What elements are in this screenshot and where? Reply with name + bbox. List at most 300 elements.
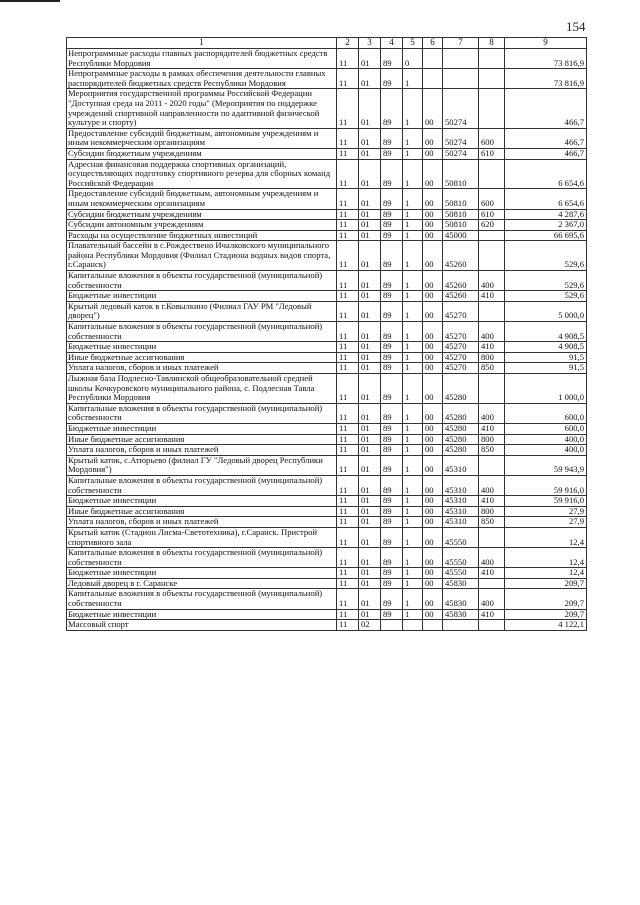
row-code-8: 410 bbox=[479, 423, 505, 434]
row-code-5: 1 bbox=[403, 496, 423, 507]
row-code-5: 1 bbox=[403, 291, 423, 302]
row-code-4: 89 bbox=[381, 445, 403, 456]
row-code-2: 11 bbox=[337, 403, 359, 423]
table-row bbox=[67, 209, 587, 220]
row-code-3: 01 bbox=[359, 589, 381, 609]
row-name: Крытый каток (Стадион Лисма-Светотехника), г.Саранск. Пристрой спортивного зала bbox=[67, 527, 337, 547]
row-code-6: 00 bbox=[423, 322, 443, 342]
row-code-4: 89 bbox=[381, 69, 403, 89]
row-code-4: 89 bbox=[381, 352, 403, 363]
row-code-4: 89 bbox=[381, 189, 403, 209]
row-code-2: 11 bbox=[337, 620, 359, 631]
row-code-6: 00 bbox=[423, 434, 443, 445]
row-name: Предоставление субсидий бюджетным, автономным учреждениям и иным некоммерческим организациям bbox=[67, 128, 337, 148]
table-row bbox=[67, 230, 587, 241]
row-code-8: 410 bbox=[479, 342, 505, 353]
row-amount: 4 908,5 bbox=[505, 322, 587, 342]
row-code-4: 89 bbox=[381, 241, 403, 271]
row-code-3: 01 bbox=[359, 363, 381, 374]
row-code-5: 1 bbox=[403, 148, 423, 159]
row-code-6: 00 bbox=[423, 220, 443, 231]
row-code-8: 800 bbox=[479, 352, 505, 363]
table-row bbox=[67, 363, 587, 374]
row-code-8: 850 bbox=[479, 517, 505, 528]
row-name: Капитальные вложения в объекты государственной (муниципальной) собственности bbox=[67, 271, 337, 291]
row-code-6: 00 bbox=[423, 527, 443, 547]
row-amount: 209,7 bbox=[505, 589, 587, 609]
row-code-7: 50810 bbox=[443, 159, 479, 189]
row-code-7: 45260 bbox=[443, 271, 479, 291]
row-name: Бюджетные инвестиции bbox=[67, 609, 337, 620]
table-row bbox=[67, 496, 587, 507]
row-name: Капитальные вложения в объекты государственной (муниципальной) собственности bbox=[67, 589, 337, 609]
row-code-5: 0 bbox=[403, 49, 423, 69]
row-code-4: 89 bbox=[381, 589, 403, 609]
row-code-7: 45280 bbox=[443, 423, 479, 434]
row-code-2: 11 bbox=[337, 189, 359, 209]
row-code-4: 89 bbox=[381, 496, 403, 507]
row-code-5: 1 bbox=[403, 220, 423, 231]
row-code-5: 1 bbox=[403, 423, 423, 434]
row-code-7: 45280 bbox=[443, 403, 479, 423]
row-code-6: 00 bbox=[423, 352, 443, 363]
row-amount: 2 367,0 bbox=[505, 220, 587, 231]
row-code-7 bbox=[443, 620, 479, 631]
table-row bbox=[67, 423, 587, 434]
row-code-3: 01 bbox=[359, 434, 381, 445]
table-row bbox=[67, 148, 587, 159]
row-code-5: 1 bbox=[403, 475, 423, 495]
row-code-2: 11 bbox=[337, 374, 359, 404]
row-code-6: 00 bbox=[423, 403, 443, 423]
row-code-8: 400 bbox=[479, 322, 505, 342]
row-code-6: 00 bbox=[423, 159, 443, 189]
row-code-4: 89 bbox=[381, 148, 403, 159]
row-name: Массовый спорт bbox=[67, 620, 337, 631]
row-code-6: 00 bbox=[423, 609, 443, 620]
row-code-2: 11 bbox=[337, 548, 359, 568]
row-code-8: 400 bbox=[479, 548, 505, 568]
row-amount: 12,4 bbox=[505, 527, 587, 547]
table-row bbox=[67, 527, 587, 547]
table-row bbox=[67, 548, 587, 568]
top-rule bbox=[0, 0, 60, 2]
table-row bbox=[67, 291, 587, 302]
row-code-8: 850 bbox=[479, 445, 505, 456]
column-header: 4 bbox=[381, 38, 403, 49]
row-code-4: 89 bbox=[381, 527, 403, 547]
row-code-3: 01 bbox=[359, 220, 381, 231]
row-amount: 73 816,9 bbox=[505, 49, 587, 69]
row-code-3: 02 bbox=[359, 620, 381, 631]
row-code-6: 00 bbox=[423, 241, 443, 271]
row-code-2: 11 bbox=[337, 445, 359, 456]
row-code-6 bbox=[423, 69, 443, 89]
row-code-6: 00 bbox=[423, 148, 443, 159]
row-code-6: 00 bbox=[423, 496, 443, 507]
row-code-7: 45270 bbox=[443, 322, 479, 342]
row-amount: 12,4 bbox=[505, 548, 587, 568]
row-code-6: 00 bbox=[423, 189, 443, 209]
row-code-8 bbox=[479, 69, 505, 89]
row-name: Непрограммные расходы в рамках обеспечения деятельности главных распорядителей бюджетных средств Республики Мордовия bbox=[67, 69, 337, 89]
row-code-6: 00 bbox=[423, 271, 443, 291]
row-code-2: 11 bbox=[337, 128, 359, 148]
row-code-3: 01 bbox=[359, 291, 381, 302]
row-code-3: 01 bbox=[359, 159, 381, 189]
row-code-7: 45830 bbox=[443, 609, 479, 620]
row-code-2: 11 bbox=[337, 209, 359, 220]
row-code-5: 1 bbox=[403, 374, 423, 404]
row-code-2: 11 bbox=[337, 89, 359, 128]
row-code-4: 89 bbox=[381, 301, 403, 321]
row-code-2: 11 bbox=[337, 69, 359, 89]
row-code-3: 01 bbox=[359, 230, 381, 241]
row-name: Капитальные вложения в объекты государственной (муниципальной) собственности bbox=[67, 403, 337, 423]
row-code-5: 1 bbox=[403, 69, 423, 89]
row-code-6: 00 bbox=[423, 230, 443, 241]
row-amount: 27,9 bbox=[505, 506, 587, 517]
row-code-7: 45280 bbox=[443, 434, 479, 445]
row-code-5: 1 bbox=[403, 363, 423, 374]
row-code-7: 50810 bbox=[443, 209, 479, 220]
row-amount: 400,0 bbox=[505, 445, 587, 456]
row-code-3: 01 bbox=[359, 271, 381, 291]
row-code-2: 11 bbox=[337, 455, 359, 475]
row-code-8: 400 bbox=[479, 271, 505, 291]
row-code-8: 620 bbox=[479, 220, 505, 231]
row-name: Иные бюджетные ассигнования bbox=[67, 352, 337, 363]
row-code-3: 01 bbox=[359, 241, 381, 271]
row-code-5: 1 bbox=[403, 445, 423, 456]
row-code-8: 800 bbox=[479, 434, 505, 445]
row-code-2: 11 bbox=[337, 322, 359, 342]
row-name: Субсидии бюджетным учреждениям bbox=[67, 209, 337, 220]
row-code-3: 01 bbox=[359, 527, 381, 547]
row-code-8: 850 bbox=[479, 363, 505, 374]
table-row bbox=[67, 434, 587, 445]
row-code-3: 01 bbox=[359, 496, 381, 507]
row-code-3: 01 bbox=[359, 475, 381, 495]
row-amount: 4 287,6 bbox=[505, 209, 587, 220]
row-code-4: 89 bbox=[381, 609, 403, 620]
row-code-6: 00 bbox=[423, 291, 443, 302]
row-code-2: 11 bbox=[337, 230, 359, 241]
table-row bbox=[67, 352, 587, 363]
row-code-4: 89 bbox=[381, 322, 403, 342]
row-code-6: 00 bbox=[423, 589, 443, 609]
row-code-2: 11 bbox=[337, 578, 359, 589]
row-code-2: 11 bbox=[337, 241, 359, 271]
row-code-4: 89 bbox=[381, 423, 403, 434]
row-code-8: 600 bbox=[479, 189, 505, 209]
row-amount: 529,6 bbox=[505, 291, 587, 302]
row-amount: 529,6 bbox=[505, 241, 587, 271]
row-code-4 bbox=[381, 620, 403, 631]
row-code-2: 11 bbox=[337, 517, 359, 528]
row-amount: 209,7 bbox=[505, 578, 587, 589]
row-code-2: 11 bbox=[337, 342, 359, 353]
row-code-4: 89 bbox=[381, 128, 403, 148]
row-code-8: 410 bbox=[479, 609, 505, 620]
row-name: Лыжная база Подлесно-Тавлинской общеобразовательной средней школы Кочкуровского муниципального района, с. Подлесная Тавла Республики Мордовия bbox=[67, 374, 337, 404]
row-code-7: 45270 bbox=[443, 342, 479, 353]
row-code-4: 89 bbox=[381, 220, 403, 231]
row-code-6: 00 bbox=[423, 363, 443, 374]
table-row bbox=[67, 578, 587, 589]
row-code-7: 45280 bbox=[443, 445, 479, 456]
table-row bbox=[67, 568, 587, 579]
row-code-7 bbox=[443, 49, 479, 69]
row-code-7: 45310 bbox=[443, 455, 479, 475]
row-name: Мероприятия государственной программы Российской Федерации "Доступная среда на 2011 - 2020 годы" (Мероприятия по поддержке учреждений спортивной направленности по адаптивной физической культуре и спорту) bbox=[67, 89, 337, 128]
row-code-8: 400 bbox=[479, 589, 505, 609]
row-code-4: 89 bbox=[381, 49, 403, 69]
row-code-7: 45270 bbox=[443, 301, 479, 321]
row-code-7: 45270 bbox=[443, 363, 479, 374]
row-name: Иные бюджетные ассигнования bbox=[67, 434, 337, 445]
column-header: 3 bbox=[359, 38, 381, 49]
row-code-7: 45260 bbox=[443, 241, 479, 271]
row-code-5: 1 bbox=[403, 189, 423, 209]
row-code-2: 11 bbox=[337, 220, 359, 231]
row-name: Иные бюджетные ассигнования bbox=[67, 506, 337, 517]
row-name: Адресная финансовая поддержка спортивных организаций, осуществляющих подготовку спортивного резерва для сборных команд Российской Федерации bbox=[67, 159, 337, 189]
row-code-5: 1 bbox=[403, 527, 423, 547]
row-name: Уплата налогов, сборов и иных платежей bbox=[67, 445, 337, 456]
table-row bbox=[67, 159, 587, 189]
row-code-7: 50274 bbox=[443, 148, 479, 159]
row-code-4: 89 bbox=[381, 230, 403, 241]
row-code-2: 11 bbox=[337, 589, 359, 609]
row-code-7: 45310 bbox=[443, 475, 479, 495]
row-code-7: 45830 bbox=[443, 589, 479, 609]
table-row bbox=[67, 241, 587, 271]
row-code-5: 1 bbox=[403, 578, 423, 589]
budget-table bbox=[66, 37, 587, 631]
row-code-6: 00 bbox=[423, 445, 443, 456]
row-code-2: 11 bbox=[337, 271, 359, 291]
row-amount: 91,5 bbox=[505, 363, 587, 374]
row-code-7: 45550 bbox=[443, 548, 479, 568]
row-code-6: 00 bbox=[423, 423, 443, 434]
row-code-8 bbox=[479, 578, 505, 589]
row-name: Уплата налогов, сборов и иных платежей bbox=[67, 517, 337, 528]
row-code-5: 1 bbox=[403, 271, 423, 291]
row-code-3: 01 bbox=[359, 352, 381, 363]
row-code-4: 89 bbox=[381, 506, 403, 517]
row-code-3: 01 bbox=[359, 148, 381, 159]
row-code-8 bbox=[479, 89, 505, 128]
row-name: Расходы на осуществление бюджетных инвестиций bbox=[67, 230, 337, 241]
row-amount: 4 122,1 bbox=[505, 620, 587, 631]
row-code-6: 00 bbox=[423, 455, 443, 475]
row-code-7 bbox=[443, 69, 479, 89]
row-code-8 bbox=[479, 159, 505, 189]
row-code-7: 45310 bbox=[443, 496, 479, 507]
row-amount: 91,5 bbox=[505, 352, 587, 363]
row-code-6: 00 bbox=[423, 89, 443, 128]
row-code-8: 410 bbox=[479, 568, 505, 579]
row-code-5: 1 bbox=[403, 342, 423, 353]
row-code-6: 00 bbox=[423, 506, 443, 517]
table-row bbox=[67, 220, 587, 231]
row-amount: 400,0 bbox=[505, 434, 587, 445]
row-code-5: 1 bbox=[403, 548, 423, 568]
row-code-4: 89 bbox=[381, 578, 403, 589]
row-amount: 5 000,0 bbox=[505, 301, 587, 321]
row-code-2: 11 bbox=[337, 363, 359, 374]
row-code-5: 1 bbox=[403, 89, 423, 128]
row-code-2: 11 bbox=[337, 423, 359, 434]
table-row bbox=[67, 301, 587, 321]
column-header: 2 bbox=[337, 38, 359, 49]
row-name: Бюджетные инвестиции bbox=[67, 342, 337, 353]
row-code-8 bbox=[479, 374, 505, 404]
row-code-8 bbox=[479, 301, 505, 321]
row-code-3: 01 bbox=[359, 506, 381, 517]
row-code-6: 00 bbox=[423, 475, 443, 495]
row-code-5: 1 bbox=[403, 241, 423, 271]
row-code-4: 89 bbox=[381, 475, 403, 495]
row-code-5: 1 bbox=[403, 506, 423, 517]
row-code-7: 45550 bbox=[443, 527, 479, 547]
row-code-4: 89 bbox=[381, 342, 403, 353]
row-code-4: 89 bbox=[381, 374, 403, 404]
row-code-2: 11 bbox=[337, 148, 359, 159]
row-name: Плавательный бассейн в с.Рождествено Ичалковского муниципального района Республики Мордовия (Филиал Стадиона водных видов спорта, г.Саранск) bbox=[67, 241, 337, 271]
row-name: Бюджетные инвестиции bbox=[67, 496, 337, 507]
row-code-4: 89 bbox=[381, 455, 403, 475]
row-code-2: 11 bbox=[337, 301, 359, 321]
row-code-5: 1 bbox=[403, 128, 423, 148]
row-code-8: 800 bbox=[479, 506, 505, 517]
row-code-8 bbox=[479, 49, 505, 69]
table-row bbox=[67, 455, 587, 475]
row-code-2: 11 bbox=[337, 352, 359, 363]
row-amount: 66 695,6 bbox=[505, 230, 587, 241]
row-name: Субсидии бюджетным учреждениям bbox=[67, 148, 337, 159]
row-code-4: 89 bbox=[381, 568, 403, 579]
row-amount: 466,7 bbox=[505, 128, 587, 148]
row-code-2: 11 bbox=[337, 506, 359, 517]
row-code-8: 400 bbox=[479, 403, 505, 423]
table-row bbox=[67, 342, 587, 353]
row-name: Бюджетные инвестиции bbox=[67, 291, 337, 302]
row-code-8 bbox=[479, 527, 505, 547]
row-code-5: 1 bbox=[403, 352, 423, 363]
row-name: Капитальные вложения в объекты государственной (муниципальной) собственности bbox=[67, 475, 337, 495]
row-code-3: 01 bbox=[359, 209, 381, 220]
row-code-2: 11 bbox=[337, 496, 359, 507]
row-code-3: 01 bbox=[359, 128, 381, 148]
row-code-3: 01 bbox=[359, 445, 381, 456]
row-code-4: 89 bbox=[381, 159, 403, 189]
row-code-6: 00 bbox=[423, 517, 443, 528]
row-code-3: 01 bbox=[359, 455, 381, 475]
table-row bbox=[67, 475, 587, 495]
row-amount: 59 916,0 bbox=[505, 475, 587, 495]
row-code-7: 45830 bbox=[443, 578, 479, 589]
row-code-2: 11 bbox=[337, 291, 359, 302]
row-amount: 4 908,5 bbox=[505, 342, 587, 353]
row-code-4: 89 bbox=[381, 548, 403, 568]
row-amount: 6 654,6 bbox=[505, 159, 587, 189]
row-code-2: 11 bbox=[337, 434, 359, 445]
row-code-6: 00 bbox=[423, 578, 443, 589]
row-amount: 27,9 bbox=[505, 517, 587, 528]
row-amount: 600,0 bbox=[505, 423, 587, 434]
row-code-6: 00 bbox=[423, 548, 443, 568]
row-name: Капитальные вложения в объекты государственной (муниципальной) собственности bbox=[67, 548, 337, 568]
row-code-4: 89 bbox=[381, 403, 403, 423]
row-code-3: 01 bbox=[359, 517, 381, 528]
row-code-3: 01 bbox=[359, 69, 381, 89]
row-code-3: 01 bbox=[359, 609, 381, 620]
row-code-6: 00 bbox=[423, 301, 443, 321]
row-code-5: 1 bbox=[403, 322, 423, 342]
row-code-8: 410 bbox=[479, 291, 505, 302]
row-amount: 529,6 bbox=[505, 271, 587, 291]
row-code-5: 1 bbox=[403, 589, 423, 609]
row-code-2: 11 bbox=[337, 568, 359, 579]
row-code-5: 1 bbox=[403, 301, 423, 321]
row-code-2: 11 bbox=[337, 609, 359, 620]
table-row bbox=[67, 403, 587, 423]
row-code-5: 1 bbox=[403, 609, 423, 620]
row-code-5: 1 bbox=[403, 455, 423, 475]
row-code-8: 600 bbox=[479, 128, 505, 148]
row-amount: 1 000,0 bbox=[505, 374, 587, 404]
row-code-8 bbox=[479, 620, 505, 631]
row-code-8 bbox=[479, 241, 505, 271]
row-code-7: 45280 bbox=[443, 374, 479, 404]
row-code-2: 11 bbox=[337, 475, 359, 495]
row-name: Крытый каток, с.Атюрьево (филиал ГУ "Ледовый дворец Республики Мордовия") bbox=[67, 455, 337, 475]
table-row bbox=[67, 89, 587, 128]
row-code-2: 11 bbox=[337, 527, 359, 547]
table-row bbox=[67, 374, 587, 404]
table-row bbox=[67, 445, 587, 456]
row-code-8: 610 bbox=[479, 148, 505, 159]
row-amount: 59 916,0 bbox=[505, 496, 587, 507]
row-amount: 59 943,9 bbox=[505, 455, 587, 475]
row-code-3: 01 bbox=[359, 568, 381, 579]
row-code-3: 01 bbox=[359, 301, 381, 321]
row-code-7: 45310 bbox=[443, 517, 479, 528]
row-code-7: 45270 bbox=[443, 352, 479, 363]
row-name: Бюджетные инвестиции bbox=[67, 568, 337, 579]
table-row bbox=[67, 589, 587, 609]
table-row bbox=[67, 49, 587, 69]
row-code-6: 00 bbox=[423, 128, 443, 148]
row-code-3: 01 bbox=[359, 49, 381, 69]
row-amount: 600,0 bbox=[505, 403, 587, 423]
row-code-4: 89 bbox=[381, 363, 403, 374]
table-row bbox=[67, 189, 587, 209]
table-row bbox=[67, 506, 587, 517]
row-amount: 209,7 bbox=[505, 609, 587, 620]
row-name: Ледовый дворец в г. Саранске bbox=[67, 578, 337, 589]
row-name: Бюджетные инвестиции bbox=[67, 423, 337, 434]
row-code-5 bbox=[403, 620, 423, 631]
row-code-3: 01 bbox=[359, 322, 381, 342]
table-row bbox=[67, 69, 587, 89]
row-code-5: 1 bbox=[403, 434, 423, 445]
table-row bbox=[67, 517, 587, 528]
row-code-4: 89 bbox=[381, 434, 403, 445]
row-code-7: 50274 bbox=[443, 128, 479, 148]
